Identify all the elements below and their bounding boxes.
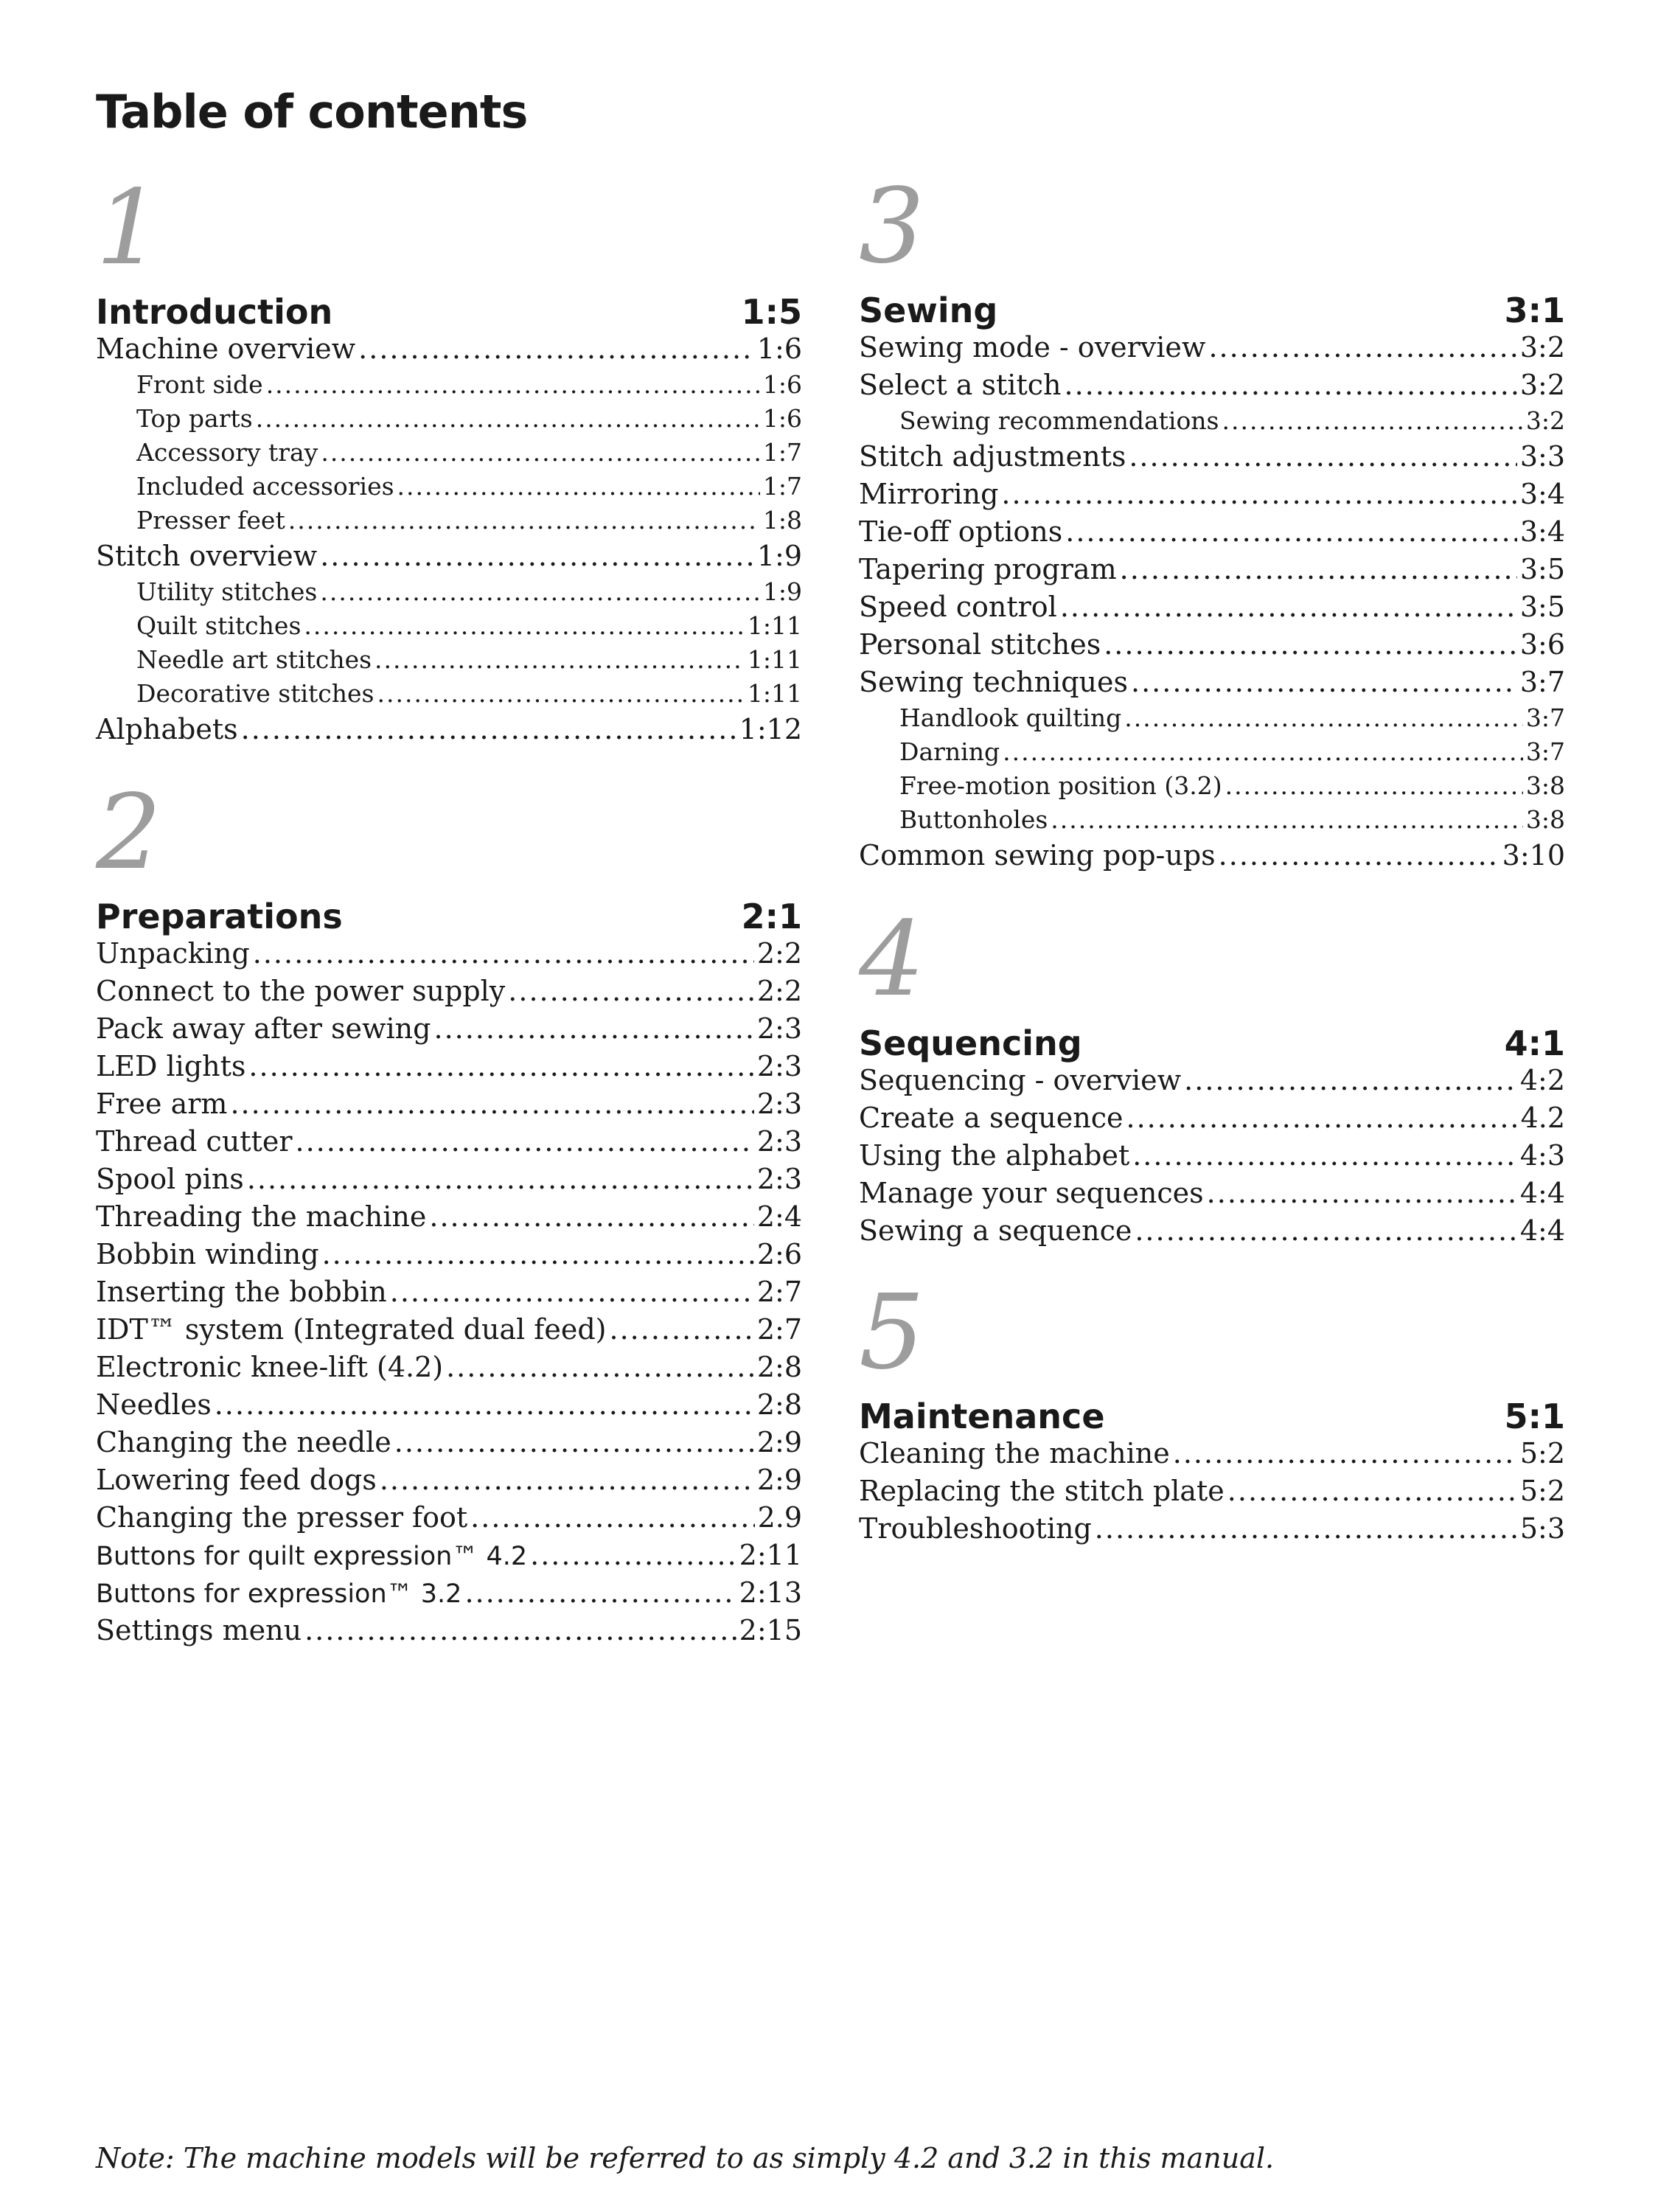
- toc-subentry[interactable]: [859, 735, 1565, 769]
- entry-page: 3:2: [1519, 369, 1565, 401]
- entry-label: Needle art stitches: [136, 645, 372, 674]
- entry-page: 2:3: [756, 1088, 802, 1120]
- entry-page: 1:11: [747, 679, 802, 708]
- toc-subentry[interactable]: [96, 470, 802, 504]
- entry-page: 2:11: [739, 1539, 802, 1571]
- chapter-4: [859, 900, 1565, 1250]
- leader-dots: [470, 1499, 754, 1537]
- toc-subentry[interactable]: [96, 504, 802, 538]
- leader-dots: [1064, 366, 1516, 404]
- chapter-title: Preparations: [96, 897, 343, 936]
- chapter-page: 2:1: [741, 897, 802, 936]
- toc-subentry[interactable]: [96, 643, 802, 677]
- toc-entry[interactable]: [859, 1510, 1565, 1548]
- chapter-heading[interactable]: [859, 1025, 1565, 1062]
- toc-entry[interactable]: [859, 476, 1565, 513]
- leader-dots: [446, 1349, 754, 1386]
- leader-dots: [377, 677, 744, 711]
- toc-entry[interactable]: [96, 1161, 802, 1198]
- leader-dots: [1129, 438, 1517, 476]
- entry-page: 3:7: [1525, 703, 1565, 732]
- entry-label: Darning: [899, 737, 1000, 766]
- entry-page: 5:3: [1519, 1512, 1565, 1545]
- toc-entry[interactable]: [96, 1010, 802, 1048]
- entry-label: Cleaning the machine: [859, 1437, 1170, 1470]
- leader-dots: [288, 504, 760, 538]
- entry-page: 1:11: [747, 645, 802, 674]
- chapter-1: [96, 168, 802, 748]
- toc-entry[interactable]: [96, 1349, 802, 1386]
- entry-page: 3:5: [1519, 591, 1565, 623]
- leader-dots: [1184, 1062, 1517, 1099]
- entry-label: Threading the machine: [96, 1200, 427, 1233]
- entry-page: 2:3: [756, 1050, 802, 1082]
- entry-page: 4:4: [1519, 1214, 1565, 1247]
- entry-page: 3:2: [1525, 406, 1565, 435]
- footnote: Note: The machine models will be referred to as simply 4.2 and 3.2 in this manual.: [96, 2142, 1275, 2174]
- entry-page: 3:6: [1519, 628, 1565, 661]
- toc-entry[interactable]: [96, 973, 802, 1010]
- leader-dots: [322, 1236, 754, 1273]
- entry-page: 5:2: [1519, 1437, 1565, 1470]
- toc-entry[interactable]: [859, 366, 1565, 404]
- entry-page: 2.9: [757, 1501, 802, 1534]
- leader-dots: [320, 538, 754, 575]
- leader-dots: [1120, 551, 1517, 588]
- entry-page: 2:9: [756, 1464, 802, 1496]
- leader-dots: [1219, 837, 1499, 874]
- entry-label: Handlook quilting: [899, 703, 1122, 732]
- leader-dots: [1126, 1099, 1517, 1137]
- entry-label: IDT™ system (Integrated dual feed): [96, 1313, 607, 1346]
- leader-dots: [304, 609, 745, 643]
- entry-page: 2:3: [756, 1125, 802, 1158]
- entry-label: Mirroring: [859, 478, 999, 510]
- entry-label: Electronic knee-lift (4.2): [96, 1351, 444, 1383]
- entry-label: Changing the presser foot: [96, 1501, 468, 1534]
- leader-dots: [1001, 476, 1516, 513]
- entry-page: 3:10: [1502, 839, 1565, 872]
- entry-page: 2:15: [739, 1614, 802, 1646]
- entry-page: 3:8: [1525, 771, 1565, 800]
- entry-page: 3:4: [1519, 478, 1565, 510]
- entry-label: Unpacking: [96, 937, 250, 970]
- entry-page: 4:4: [1519, 1177, 1565, 1209]
- entry-label: Common sewing pop-ups: [859, 839, 1216, 872]
- entry-label: Changing the needle: [96, 1426, 391, 1458]
- toc-subentry[interactable]: [96, 677, 802, 711]
- chapter-number: 5: [859, 1273, 925, 1393]
- entry-label: Sewing techniques: [859, 666, 1129, 698]
- leader-dots: [1131, 664, 1517, 701]
- leader-dots: [1227, 1472, 1517, 1510]
- leader-dots: [375, 643, 745, 677]
- leader-dots: [429, 1198, 753, 1236]
- entry-label: Speed control: [859, 591, 1057, 623]
- entry-page: 4:2: [1519, 1064, 1565, 1096]
- toc-subentry[interactable]: [96, 402, 802, 436]
- entry-page: 4.2: [1520, 1102, 1565, 1134]
- entry-label: Decorative stitches: [136, 679, 375, 708]
- leader-dots: [241, 711, 736, 748]
- entry-label: Spool pins: [96, 1163, 244, 1195]
- entry-label: Sewing a sequence: [859, 1214, 1132, 1247]
- toc-entry[interactable]: [96, 538, 802, 575]
- toc-entry[interactable]: [96, 1461, 802, 1499]
- entry-page: 2:6: [756, 1238, 802, 1270]
- entry-label: Included accessories: [136, 472, 394, 501]
- leader-dots: [1208, 329, 1516, 366]
- leader-dots: [380, 1461, 754, 1499]
- entry-label: Stitch adjustments: [859, 440, 1126, 473]
- leader-dots: [1207, 1175, 1517, 1212]
- entry-label: Needles: [96, 1388, 212, 1421]
- leader-dots: [266, 368, 760, 402]
- leader-dots: [1135, 1212, 1517, 1250]
- leader-dots: [1225, 769, 1523, 803]
- toc-subentry[interactable]: [859, 803, 1565, 837]
- leader-dots: [215, 1386, 754, 1424]
- entry-label: Top parts: [136, 404, 253, 433]
- leader-dots: [230, 1085, 753, 1123]
- toc-entry[interactable]: [859, 1175, 1565, 1212]
- entry-page: 4:3: [1519, 1139, 1565, 1172]
- toc-entry[interactable]: [859, 588, 1565, 626]
- toc-entry[interactable]: [96, 1424, 802, 1461]
- entry-label: Bobbin winding: [96, 1238, 319, 1270]
- leader-dots: [1173, 1435, 1517, 1472]
- entry-page: 2:9: [756, 1426, 802, 1458]
- chapter-heading[interactable]: [859, 292, 1565, 329]
- leader-dots: [321, 436, 760, 470]
- toc-entry[interactable]: [859, 1435, 1565, 1472]
- entry-label: Connect to the power supply: [96, 975, 506, 1007]
- entry-label: Tie-off options: [859, 515, 1063, 548]
- entry-page: 2:8: [756, 1351, 802, 1383]
- entry-page: 3:7: [1525, 737, 1565, 766]
- entry-label: Select a stitch: [859, 369, 1062, 401]
- leader-dots: [610, 1311, 754, 1349]
- toc-entry[interactable]: [96, 1236, 802, 1273]
- leader-dots: [1065, 513, 1517, 551]
- entry-page: 1:9: [762, 577, 802, 606]
- leader-dots: [1003, 735, 1523, 769]
- leader-dots: [464, 1574, 736, 1612]
- entry-label: Settings menu: [96, 1614, 302, 1646]
- toc-entry[interactable]: [859, 513, 1565, 551]
- toc-entry[interactable]: [859, 1099, 1565, 1137]
- entry-page: 1:6: [756, 333, 802, 365]
- toc-entry[interactable]: [96, 1574, 802, 1612]
- toc-subentry[interactable]: [96, 609, 802, 643]
- chapter-title: Sequencing: [859, 1023, 1082, 1063]
- chapter-heading[interactable]: [859, 1398, 1565, 1435]
- entry-label: Troubleshooting: [859, 1512, 1092, 1545]
- toc-entry[interactable]: [96, 1537, 802, 1574]
- leader-dots: [1095, 1510, 1517, 1548]
- entry-label: Buttonholes: [899, 805, 1048, 834]
- leader-dots: [256, 402, 760, 436]
- entry-label: Replacing the stitch plate: [859, 1475, 1225, 1507]
- entry-label: Utility stitches: [136, 577, 318, 606]
- entry-label: Alphabets: [96, 713, 238, 745]
- entry-page: 3:8: [1525, 805, 1565, 834]
- chapter-page: 4:1: [1504, 1023, 1565, 1063]
- leader-dots: [1104, 626, 1517, 664]
- toc-entry[interactable]: [859, 438, 1565, 476]
- chapter-title: Introduction: [96, 292, 333, 332]
- chapter-5: [859, 1273, 1565, 1548]
- entry-label: Pack away after sewing: [96, 1012, 431, 1045]
- entry-page: 2:7: [756, 1276, 802, 1308]
- entry-page: 3:3: [1519, 440, 1565, 473]
- leader-dots: [248, 1048, 753, 1085]
- entry-label: Machine overview: [96, 333, 356, 365]
- toc-entry[interactable]: [96, 1612, 802, 1649]
- entry-label: Sewing mode - overview: [859, 331, 1206, 364]
- entry-page: 1:6: [762, 404, 802, 433]
- toc-entry[interactable]: [859, 329, 1565, 366]
- chapter-3: [859, 167, 1565, 874]
- entry-label: Sequencing - overview: [859, 1064, 1182, 1096]
- chapter-number: 3: [859, 167, 925, 287]
- entry-page: 2:7: [756, 1313, 802, 1346]
- toc-entry[interactable]: [96, 1198, 802, 1236]
- entry-page: 3:5: [1519, 553, 1565, 585]
- entry-label: Manage your sequences: [859, 1177, 1204, 1209]
- entry-label: Thread cutter: [96, 1125, 293, 1158]
- entry-label: Quilt stitches: [136, 611, 302, 640]
- toc-entry[interactable]: [96, 1311, 802, 1349]
- entry-label: Inserting the bobbin: [96, 1276, 387, 1308]
- entry-label: Accessory tray: [136, 438, 318, 467]
- entry-page: 3:2: [1519, 331, 1565, 364]
- toc-entry[interactable]: [96, 1048, 802, 1085]
- toc-entry[interactable]: [96, 935, 802, 973]
- entry-page: 1:11: [747, 611, 802, 640]
- entry-page: 1:7: [762, 472, 802, 501]
- toc-entry[interactable]: [859, 837, 1565, 874]
- chapter-page: 1:5: [741, 292, 802, 332]
- toc-entry[interactable]: [96, 330, 802, 368]
- entry-page: 2:3: [756, 1163, 802, 1195]
- chapter-number: 1: [96, 168, 162, 288]
- entry-label: Buttons for quilt expression™ 4.2: [96, 1542, 528, 1571]
- entry-label: Buttons for expression™ 3.2: [96, 1579, 462, 1609]
- entry-page: 5:2: [1519, 1475, 1565, 1507]
- toc-entry[interactable]: [96, 1273, 802, 1311]
- entry-page: 1:12: [739, 713, 802, 745]
- entry-page: 1:6: [762, 370, 802, 399]
- leader-dots: [1132, 1137, 1517, 1175]
- entry-label: Presser feet: [136, 506, 285, 535]
- leader-dots: [320, 575, 760, 609]
- entry-page: 2:3: [756, 1012, 802, 1045]
- toc-entry[interactable]: [859, 551, 1565, 588]
- leader-dots: [253, 935, 754, 973]
- entry-label: Using the alphabet: [859, 1139, 1130, 1172]
- chapter-number: 2: [96, 773, 162, 893]
- chapter-page: 3:1: [1504, 291, 1565, 330]
- entry-page: 1:8: [762, 506, 802, 535]
- entry-label: Sewing recommendations: [899, 406, 1219, 435]
- toc-entry[interactable]: [859, 626, 1565, 664]
- entry-page: 2:4: [756, 1200, 802, 1233]
- leader-dots: [304, 1612, 736, 1649]
- chapter-title: Sewing: [859, 291, 998, 330]
- toc-subentry[interactable]: [859, 701, 1565, 735]
- toc-subentry[interactable]: [96, 575, 802, 609]
- leader-dots: [530, 1537, 736, 1574]
- leader-dots: [397, 470, 760, 504]
- entry-label: Stitch overview: [96, 540, 318, 572]
- leader-dots: [1060, 588, 1517, 626]
- entry-page: 1:7: [762, 438, 802, 467]
- entry-page: 2:2: [756, 937, 802, 970]
- page-title: Table of contents: [96, 85, 528, 139]
- leader-dots: [433, 1010, 753, 1048]
- toc-subentry[interactable]: [859, 769, 1565, 803]
- entry-label: Create a sequence: [859, 1102, 1124, 1134]
- leader-dots: [358, 330, 754, 368]
- entry-page: 3:4: [1519, 515, 1565, 548]
- leader-dots: [390, 1273, 754, 1311]
- chapter-page: 5:1: [1504, 1397, 1565, 1436]
- entry-page: 1:9: [756, 540, 802, 572]
- chapter-title: Maintenance: [859, 1397, 1105, 1436]
- leader-dots: [508, 973, 754, 1010]
- leader-dots: [247, 1161, 754, 1198]
- toc-entry[interactable]: [96, 1123, 802, 1161]
- leader-dots: [295, 1123, 753, 1161]
- entry-label: Tapering program: [859, 553, 1117, 585]
- entry-label: Free arm: [96, 1088, 228, 1120]
- toc-entry[interactable]: [859, 1062, 1565, 1099]
- toc-entry[interactable]: [859, 1212, 1565, 1250]
- chapter-heading[interactable]: [96, 898, 802, 935]
- entry-label: Personal stitches: [859, 628, 1101, 661]
- toc-entry[interactable]: [96, 711, 802, 748]
- leader-dots: [1051, 803, 1523, 837]
- entry-page: 3:7: [1519, 666, 1565, 698]
- chapter-heading[interactable]: [96, 293, 802, 330]
- chapter-2: [96, 773, 802, 1649]
- entry-label: LED lights: [96, 1050, 246, 1082]
- entry-page: 2:2: [756, 975, 802, 1007]
- entry-label: Front side: [136, 370, 263, 399]
- toc-entry[interactable]: [859, 1472, 1565, 1510]
- leader-dots: [1222, 404, 1523, 438]
- entry-page: 2:13: [739, 1576, 802, 1609]
- chapter-number: 4: [859, 900, 925, 1020]
- toc-entry[interactable]: [96, 1386, 802, 1424]
- leader-dots: [394, 1424, 754, 1461]
- toc-entry[interactable]: [859, 664, 1565, 701]
- entry-page: 2:8: [756, 1388, 802, 1421]
- toc-subentry[interactable]: [859, 404, 1565, 438]
- entry-label: Free-motion position (3.2): [899, 771, 1222, 800]
- toc-subentry[interactable]: [96, 436, 802, 470]
- leader-dots: [1124, 701, 1523, 735]
- toc-entry[interactable]: [96, 1499, 802, 1537]
- toc-entry[interactable]: [96, 1085, 802, 1123]
- toc-entry[interactable]: [859, 1137, 1565, 1175]
- toc-subentry[interactable]: [96, 368, 802, 402]
- entry-label: Lowering feed dogs: [96, 1464, 377, 1496]
